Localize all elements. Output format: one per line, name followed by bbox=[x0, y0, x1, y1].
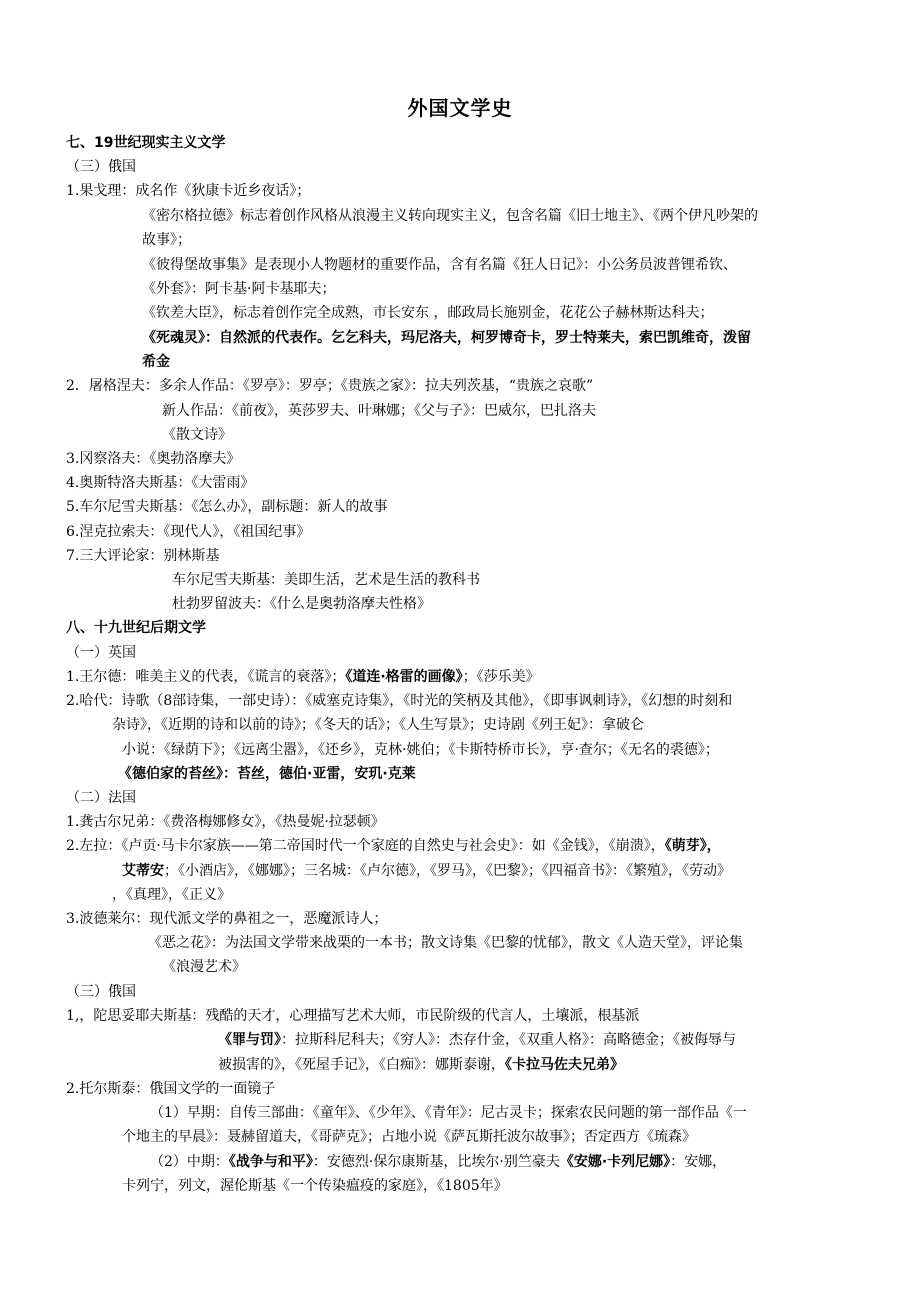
text-segment: 新人作品：《前夜》，英莎罗夫、叶琳娜；《父与子》：巴威尔，巴扎洛夫 bbox=[162, 403, 596, 419]
text-segment: 故事》； bbox=[142, 232, 191, 248]
bold-text: 《德伯家的苔丝》：苔丝，德伯·亚雷，安玑·克莱 bbox=[118, 766, 416, 782]
section-heading bbox=[66, 619, 206, 637]
text-line bbox=[66, 1007, 639, 1025]
bold-text: 《道连·格雷的画像》 bbox=[345, 669, 463, 685]
text-line bbox=[66, 1080, 275, 1098]
text-segment: （二）法国 bbox=[66, 790, 136, 806]
text-segment: 5.车尔尼雪夫斯基：《怎么办》，副标题：新人的故事 bbox=[66, 499, 388, 515]
text-line bbox=[66, 837, 721, 855]
text-line bbox=[66, 474, 254, 492]
text-segment: 4.奥斯特洛夫斯基：《大雷雨》 bbox=[66, 475, 255, 491]
text-line bbox=[66, 182, 310, 200]
text-segment: 《密尔格拉德》标志着创作风格从浪漫主义转向现实主义，包含名篇《旧士地主》、《两个伊凡吵架的 bbox=[142, 208, 758, 224]
bold-text: 八、十九世纪后期文学 bbox=[66, 620, 206, 636]
text-segment: 小说：《绿荫下》；《远离尘嚣》，《还乡》，克林·姚伯；《卡斯特桥市长》，亨·查尔；《无名的裘德》； bbox=[122, 742, 719, 758]
subsection-heading bbox=[66, 644, 136, 662]
text-segment: 1.龚古尔兄弟：《费洛梅娜修女》，《热曼妮·拉瑟顿》 bbox=[66, 814, 385, 830]
text-segment: 《钦差大臣》，标志着创作完全成熟，市长安东 ，邮政局长施别金，花花公子赫林斯达科夫； bbox=[142, 305, 714, 321]
text-segment: 车尔尼雪夫斯基：美即生活，艺术是生活的教科书 bbox=[172, 572, 480, 588]
text-line bbox=[172, 571, 480, 589]
text-segment: 被损害的》，《死屋手记》，《白痴》：娜斯泰谢， bbox=[218, 1057, 505, 1073]
text-segment: ：安娜， bbox=[670, 1154, 727, 1170]
subsection-heading bbox=[66, 158, 136, 176]
text-line bbox=[142, 256, 737, 274]
text-segment: （2）中期： bbox=[150, 1154, 229, 1170]
text-segment: 2．屠格涅夫：多余人作品：《罗亭》：罗亭；《贵族之家》：拉夫列茨基，“贵族之哀歌” bbox=[66, 378, 594, 394]
bold-text: 艾蒂安 bbox=[122, 863, 164, 879]
text-line bbox=[162, 402, 596, 420]
text-segment: 6.涅克拉索夫：《现代人》，《祖国纪事》 bbox=[66, 524, 311, 540]
text-segment: 1.王尔德：唯美主义的代表，《谎言的衰落》； bbox=[66, 669, 346, 685]
bold-text: 《卡拉马佐夫兄弟》 bbox=[505, 1057, 624, 1073]
page-title: 外国文学史 bbox=[407, 96, 513, 120]
text-line bbox=[150, 1104, 747, 1122]
text-line bbox=[122, 741, 719, 759]
bold-text: 希金 bbox=[142, 354, 170, 370]
text-line bbox=[122, 862, 731, 880]
text-line bbox=[66, 547, 219, 565]
bold-text: 七、19世纪现实主义文学 bbox=[66, 135, 226, 151]
text-line bbox=[142, 329, 751, 347]
text-segment: 卡列宁，列文，渥伦斯基《一个传染瘟疫的家庭》，《1805年》 bbox=[122, 1178, 508, 1194]
text-segment: ；《小酒店》，《娜娜》；三名城：《卢尔德》，《罗马》，《巴黎》；《四福音书》：《繁殖》，《劳动》 bbox=[164, 863, 731, 879]
text-line bbox=[112, 716, 644, 734]
text-line bbox=[142, 207, 758, 225]
text-segment: 个地主的早晨》：聂赫留道夫，《哥萨克》；占地小说《萨瓦斯托波尔故事》；否定西方《琉森》 bbox=[122, 1129, 696, 1145]
text-segment: ：安德烈·保尔康斯基，比埃尔·别竺豪夫 bbox=[312, 1154, 560, 1170]
text-line bbox=[162, 426, 232, 444]
text-segment: 杜勃罗留波夫：《什么是奥勃洛摩夫性格》 bbox=[172, 596, 431, 612]
text-segment: （一）英国 bbox=[66, 645, 136, 661]
text-line bbox=[218, 1031, 736, 1049]
text-line bbox=[66, 523, 310, 541]
text-segment: 3.波德莱尔：现代派文学的鼻祖之一，恶魔派诗人； bbox=[66, 911, 388, 927]
text-segment: （三）俄国 bbox=[66, 984, 136, 1000]
text-line bbox=[142, 304, 713, 322]
text-line bbox=[122, 1177, 508, 1195]
text-line bbox=[172, 595, 431, 613]
text-line bbox=[142, 280, 335, 298]
text-segment: 1,，陀思妥耶夫斯基：残酷的天才，心理描写艺术大师，市民阶级的代言人，土壤派，根基派 bbox=[66, 1008, 640, 1024]
text-segment: 2.左拉：《卢贡·马卡尔家族——第二帝国时代一个家庭的自然史与社会史》：如《金钱》，《崩溃》， bbox=[66, 838, 665, 854]
bold-text: 《死魂灵》：自然派的代表作。乞乞科夫，玛尼洛夫，柯罗博奇卡，罗士特莱夫，索巴凯维奇，泼留 bbox=[142, 330, 751, 346]
text-line bbox=[142, 353, 170, 371]
text-line bbox=[66, 498, 387, 516]
bold-text: 《安娜·卡列尼娜》 bbox=[559, 1154, 671, 1170]
text-line bbox=[66, 668, 540, 686]
text-segment: 《恶之花》：为法国文学带来战栗的一本书；散文诗集《巴黎的忧郁》，散文《人造天堂》，评论集 bbox=[148, 935, 743, 951]
section-heading bbox=[66, 134, 225, 152]
text-line bbox=[122, 1128, 696, 1146]
text-segment: ：拉斯科尼科夫；《穷人》：杰存什金，《双重人格》：高略德金；《被侮辱与 bbox=[281, 1032, 736, 1048]
subsection-heading bbox=[66, 789, 136, 807]
text-line bbox=[118, 765, 416, 783]
text-line bbox=[218, 1056, 624, 1074]
text-line bbox=[66, 377, 593, 395]
text-segment: 《外套》：阿卡基·阿卡基耶夫； bbox=[142, 281, 336, 297]
text-line bbox=[162, 958, 246, 976]
text-line bbox=[112, 886, 231, 904]
text-segment: 《彼得堡故事集》是表现小人物题材的重要作品，含有名篇《狂人日记》：小公务员波普锂希钦、 bbox=[142, 257, 737, 273]
text-segment: 《散文诗》 bbox=[162, 427, 232, 443]
text-segment: 7.三大评论家：别林斯基 bbox=[66, 548, 220, 564]
text-segment: 2.托尔斯泰：俄国文学的一面镜子 bbox=[66, 1081, 276, 1097]
bold-text: 《罪与罚》 bbox=[218, 1032, 281, 1048]
text-line bbox=[148, 934, 743, 952]
text-segment: ；《莎乐美》 bbox=[462, 669, 540, 685]
bold-text: 《战争与和平》 bbox=[228, 1154, 313, 1170]
text-line bbox=[150, 1153, 726, 1171]
text-segment: 3.冈察洛夫：《奥勃洛摩夫》 bbox=[66, 451, 241, 467]
text-line bbox=[66, 910, 387, 928]
text-segment: 1.果戈理：成名作《狄康卡近乡夜话》； bbox=[66, 183, 311, 199]
text-line bbox=[66, 692, 732, 710]
text-segment: 杂诗》，《近期的诗和以前的诗》；《冬天的话》；《人生写景》；史诗剧《列王妃》：拿破仑 bbox=[112, 717, 644, 733]
text-segment: （1）早期：自传三部曲：《童年》、《少年》、《青年》：尼古灵卡；探索农民问题的第一部作品《一 bbox=[150, 1105, 747, 1121]
bold-text: 《萌芽》， bbox=[664, 838, 721, 854]
text-line bbox=[66, 450, 240, 468]
subsection-heading bbox=[66, 983, 136, 1001]
text-line bbox=[142, 231, 191, 249]
text-segment: ，《真理》，《正义》 bbox=[112, 887, 231, 903]
text-line bbox=[66, 813, 385, 831]
text-segment: （三）俄国 bbox=[66, 159, 136, 175]
text-segment: 《浪漫艺术》 bbox=[162, 959, 246, 975]
text-segment: 2.哈代：诗歌（8部诗集，一部史诗）：《威塞克诗集》，《时光的笑柄及其他》，《即事讽刺诗》，《幻想的时刻和 bbox=[66, 693, 733, 709]
